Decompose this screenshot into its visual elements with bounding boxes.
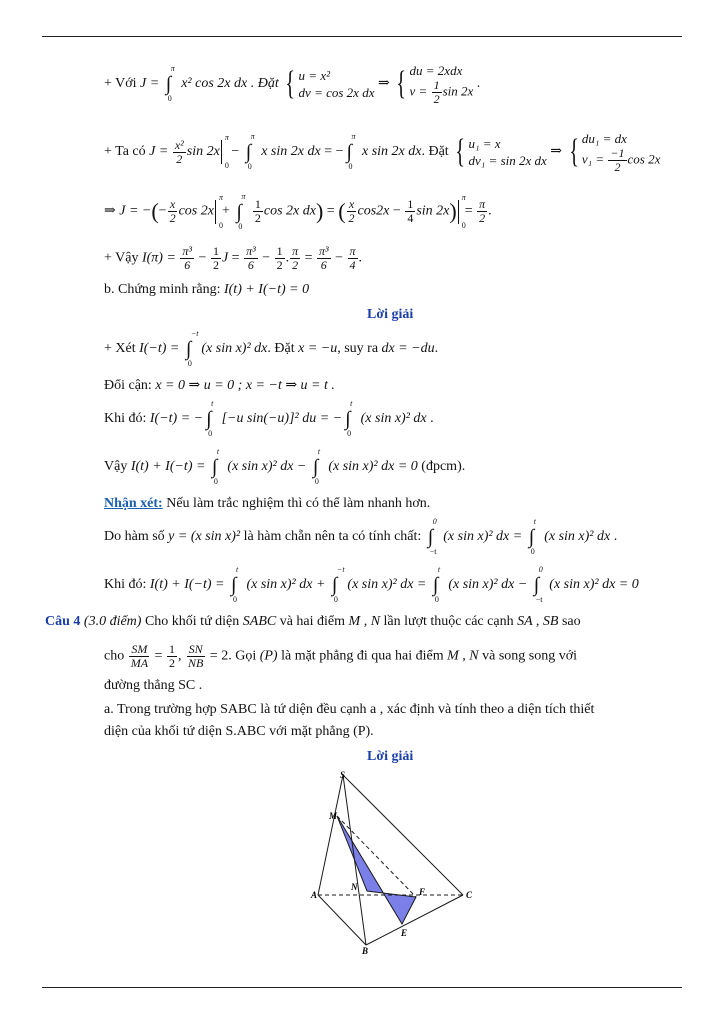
- label-E: E: [401, 928, 408, 938]
- result-brace: { du = 2xdx v = $\frac{1}{2}$ sin 2x: [396, 63, 474, 106]
- label-B: B: [362, 946, 369, 955]
- text: Do hàm số: [104, 529, 165, 545]
- text: là hàm chẵn nên ta có tính chất:: [243, 529, 422, 545]
- solution-heading-2: Lời giải: [367, 749, 414, 764]
- label-M: M: [329, 811, 338, 821]
- label-C: C: [466, 890, 473, 900]
- question-label: Câu 4: [45, 614, 81, 629]
- line-khi-do-2: Khi đó: I(t) + I(−t) = ∫ t 0 (x sin x)² dx + ∫ −t 0 (x sin x)² dx = ∫ t 0 (x sin x)² dx − ∫ 0 −t (x sin x)² dx = 0: [104, 565, 639, 604]
- text: Nếu làm trắc nghiệm thì có thể làm nhanh hơn.: [162, 496, 431, 511]
- text: và song song với: [482, 648, 578, 664]
- line-cau4-end: đường thẳng SC .: [104, 678, 203, 693]
- text: (đpcm).: [421, 459, 466, 475]
- math: x = −u: [298, 341, 338, 357]
- edge-AB: [318, 895, 366, 945]
- text: Khi đó:: [104, 577, 147, 593]
- line-vay-I: + Vậy I(π) = $\frac{\text{π³}}{6}$ − $\frac{1}{2}$ J = $\frac{\text{π³}}{6}$ − $\frac{1}{2}$ . $\frac{\pi}{2}$ = $\frac{\text{π³}}{6}$ − $\frac{\pi}{4}$ .: [104, 244, 363, 272]
- substitution-brace: { u₁ = x dv₁ = sin 2x dx: [455, 133, 547, 170]
- edge-BC: [366, 895, 463, 945]
- line-xet: + Xét I(−t) = ∫ −t 0 (x sin x)² dx. Đặt x = −u, suy ra dx = −du.: [104, 329, 439, 368]
- line-cau-4: Câu 4 (3.0 điểm) Cho khối tứ diện SABC và hai điểm M , N lần lượt thuộc các cạnh SA , SB sao: [45, 614, 581, 629]
- note-label: Nhận xét:: [104, 496, 163, 511]
- text: b. Chứng minh rằng:: [104, 282, 221, 297]
- label-S: S: [340, 770, 346, 780]
- result-brace: { du₁ = dx v₁ = $\frac{-1}{2}$ cos 2x: [568, 131, 661, 174]
- text: lần lượt thuộc các cạnh: [383, 614, 514, 629]
- text: sao: [561, 614, 581, 629]
- text: Cho khối tứ diện: [144, 614, 240, 629]
- math: y = (x sin x)²: [168, 529, 241, 545]
- text: cho: [104, 648, 125, 664]
- points: (3.0 điểm): [83, 614, 142, 629]
- text: + Ta có: [104, 144, 146, 160]
- text: là mặt phẳng đi qua hai điểm: [281, 648, 444, 664]
- line-ratio: cho $\frac{SM}{MA}$ = $\frac{1}{2}$ , $\frac{SN}{NB}$ = 2. Gọi (P) là mặt phẳng đi qua hai điểm M , N và song song với: [104, 642, 578, 670]
- text: Khi đó:: [104, 411, 147, 427]
- text: . Đặt: [267, 341, 295, 357]
- text: + Xét: [104, 341, 136, 357]
- math: x = 0 ⇒ u = 0 ; x = −t ⇒ u = t .: [155, 378, 335, 393]
- math: dx = −du: [381, 341, 435, 357]
- math: I(t) + I(−t) = 0: [223, 282, 310, 297]
- part-b: [104, 281, 309, 299]
- top-rule: [42, 36, 682, 37]
- text: Đổi cận:: [104, 378, 152, 393]
- line-do-ham-so: Do hàm số y = (x sin x)² là hàm chẵn nên ta có tính chất: ∫ 0 −t (x sin x)² dx = ∫ t 0 (x sin x)² dx .: [104, 517, 618, 556]
- substitution-brace: { u = x² dv = cos 2x dx: [285, 65, 375, 102]
- line-J-result: ⇒ J = −(− $\frac{x}{2}$ cos 2x π 0 + ∫ π 0 $\frac{1}{2}$ cos 2x dx) = ( $\frac{x}{2}$ cos2x − $\frac{1}{4}$ sin 2x) π 0 = $\frac{\pi}{2}$ .: [104, 191, 492, 231]
- line-doi-can: [104, 377, 335, 395]
- text: , suy ra: [337, 341, 379, 357]
- part-a-line2: diện của khối tứ diện S.ABC với mặt phẳng (P).: [104, 724, 374, 739]
- section-polygon: [337, 816, 416, 924]
- text: + Với: [104, 76, 137, 92]
- label-A: A: [311, 890, 318, 900]
- line-ta-co: + Ta có J = $\frac{\text{x²}}{2}$ sin 2x π 0 − ∫ π 0 x sin 2x dx = − ∫ π 0 x sin 2x dx. Đặt { u₁ = x dv₁ = sin 2x dx ⇒ { du₁ = dx v₁ = $\frac{-1}{2}$ cos 2x: [104, 131, 661, 174]
- line-nhan-xet: [104, 495, 430, 513]
- text: và hai điểm: [279, 614, 346, 629]
- line-with-J: + Với J = ∫ π 0 x² cos 2x dx . Đặt { u = x² dv = cos 2x dx ⇒ { du = 2xdx v = $\frac{1}{2}$ sin 2x .: [104, 63, 481, 106]
- bottom-rule: [42, 987, 682, 988]
- line-khi-do-1: Khi đó: I(−t) = − ∫ t 0 [−u sin(−u)]² du = − ∫ t 0 (x sin x)² dx .: [104, 399, 434, 438]
- math: J =: [140, 76, 163, 92]
- label-F: F: [419, 887, 426, 897]
- math: x² cos 2x dx . Đặt: [181, 76, 279, 92]
- label-N: N: [351, 882, 358, 892]
- text: Vậy: [104, 459, 128, 475]
- line-vay-dpcm: Vậy I(t) + I(−t) = ∫ t 0 (x sin x)² dx − ∫ t 0 (x sin x)² dx = 0 (đpcm).: [104, 447, 466, 486]
- text: . Gọi: [228, 648, 257, 664]
- text: . Đặt: [421, 144, 449, 160]
- edge-SA: [318, 775, 343, 895]
- tetrahedron-figure: [308, 770, 483, 955]
- solution-heading: Lời giải: [367, 307, 414, 322]
- text: + Vậy: [104, 250, 139, 266]
- part-a-line1: a. Trong trường hợp SABC là tứ diện đều cạnh a , xác định và tính theo a diện tích thiết: [104, 702, 595, 717]
